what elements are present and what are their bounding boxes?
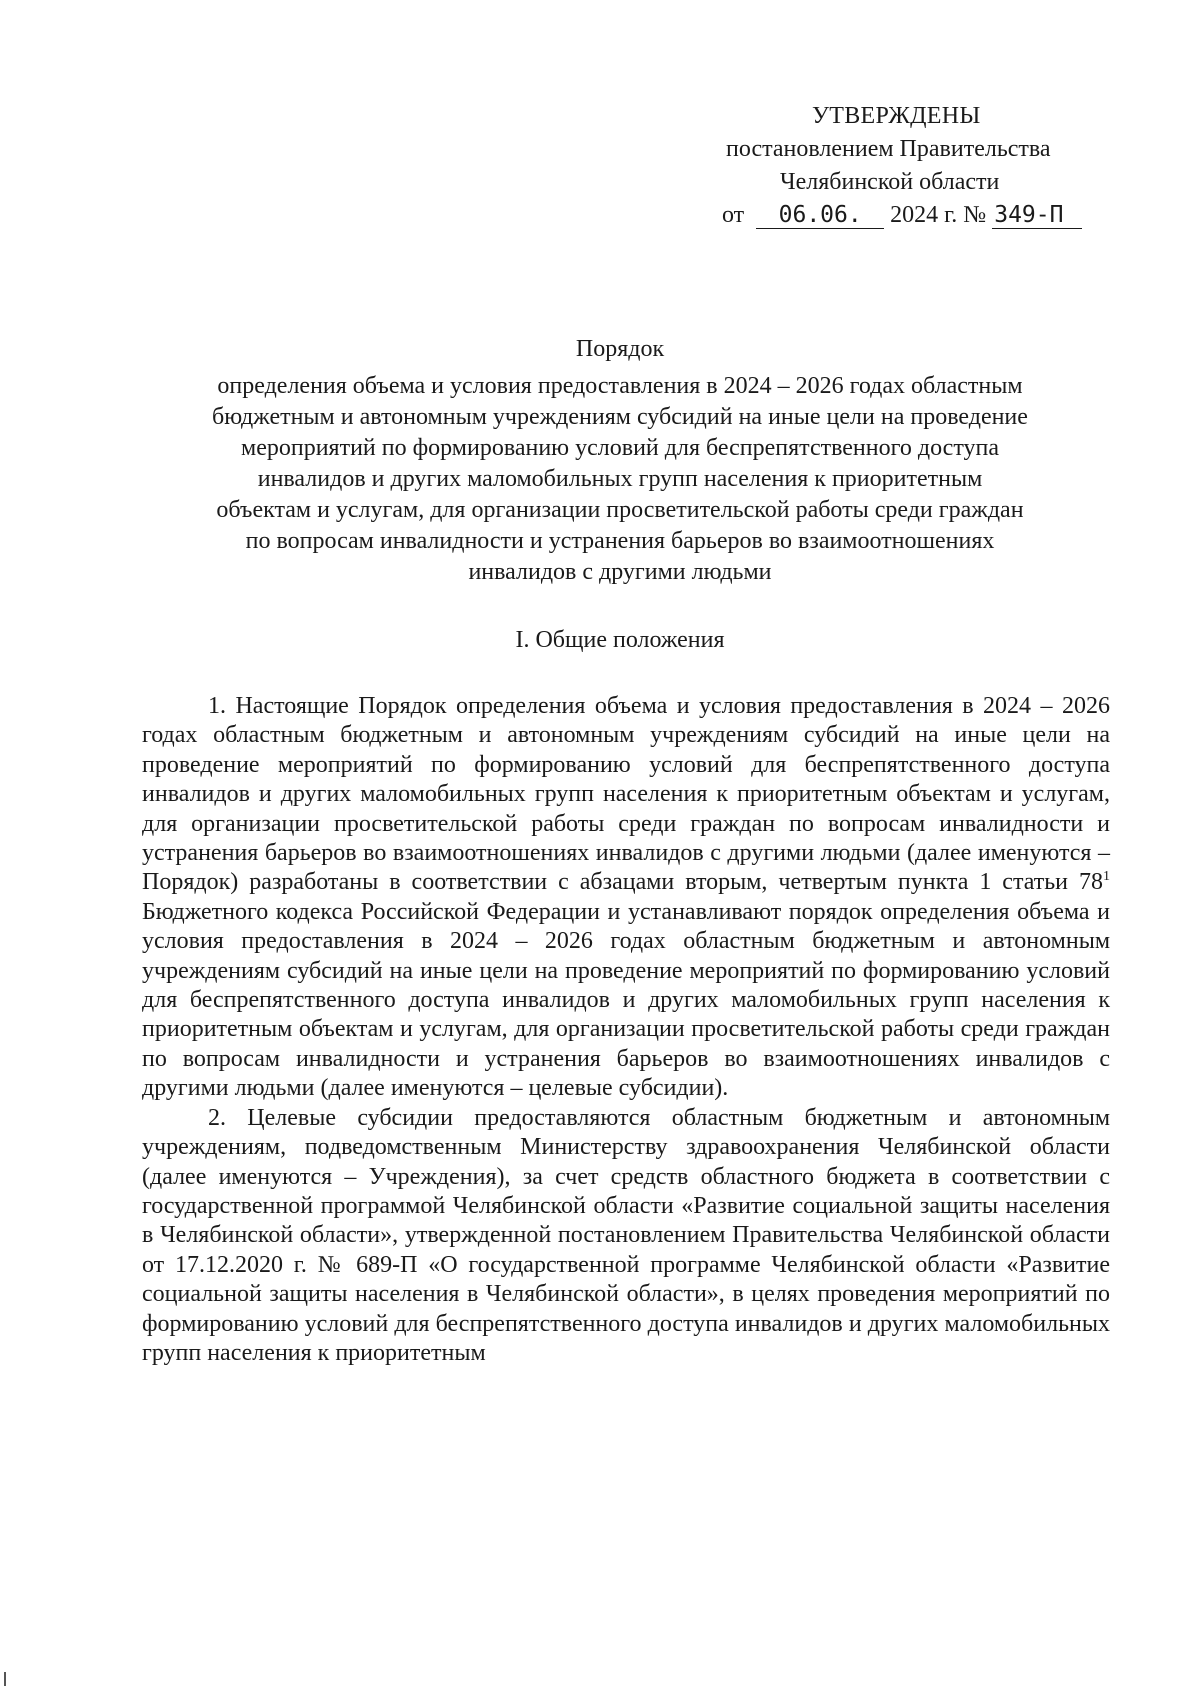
document-body <box>142 692 1110 1368</box>
document-title-line: по вопросам инвалидности и устранения барьеров во взаимоотношениях <box>245 528 995 554</box>
paragraph-1 <box>142 692 1110 1104</box>
scan-edge-mark <box>4 1672 6 1686</box>
approval-date-line <box>700 199 1120 232</box>
date-prefix: от <box>722 202 745 228</box>
date-value-field: 06.06. <box>756 202 884 229</box>
approval-region-line: Челябинской области <box>780 169 1000 195</box>
paragraph-1-text-end: Бюджетного кодекса Российской Федерации и устанавливают порядок определения объема и условия предоставления в 2024 – 2026 годах областным бюджетным и автономным учреждениям субсидий на иные цели на проведение мероприятий по формированию условий для беспрепятственного доступа инвалидов и других маломобильных групп населения к приоритетным объектам и услугам, для организации просветительской работы среди граждан по вопросам инвалидности и устранения барьеров во взаимоотношениях инвалидов с другими людьми (далее именуются – целевые субсидии). <box>142 898 1110 1102</box>
paragraph-1-text-start: 1. Настоящие Порядок определения объема и условия предоставления в 2024 – 2026 годах областным бюджетным и автономным учреждениям субсидий на иные цели на проведение мероприятий по формированию условий для беспрепятственного доступа инвалидов и других маломобильных групп населения к приоритетным объектам и услугам, для организации просветительской работы среди граждан по вопросам инвалидности и устранения барьеров во взаимоотношениях инвалидов с другими людьми (далее именуются – Порядок) разработаны в соответствии с абзацами вторым, четвертым пункта 1 статьи 78 <box>142 693 1110 896</box>
document-title-line: объектам и услугам, для организации просветительской работы среди граждан <box>216 497 1024 523</box>
document-title-line: мероприятий по формированию условий для беспрепятственного доступа <box>241 435 999 461</box>
document-title-block <box>130 334 1110 588</box>
section-heading: I. Общие положения <box>515 627 725 653</box>
document-title-line: инвалидов и других маломобильных групп населения к приоритетным <box>257 466 983 492</box>
article-superscript: 1 <box>1103 869 1110 885</box>
approval-stamp-block <box>700 100 1120 232</box>
document-title-line: инвалидов с другими людьми <box>468 559 772 585</box>
year-number-label: 2024 г. № <box>890 202 987 228</box>
approval-authority-line: постановлением Правительства <box>726 136 1051 162</box>
document-title-heading: Порядок <box>575 336 665 362</box>
document-title-line: бюджетным и автономным учреждениям субсидий на иные цели на проведение <box>212 404 1028 430</box>
document-title-line: определения объема и условия предоставления в 2024 – 2026 годах областным <box>217 373 1023 399</box>
decree-number-field: 349-П <box>992 202 1082 229</box>
paragraph-2: 2. Целевые субсидии предоставляются областным бюджетным и автономным учреждениям, подведомственным Министерству здравоохранения Челябинской области (далее именуются – Учреждения), за счет средств областного бюджета в соответствии с государственной программой Челябинской области «Развитие социальной защиты населения в Челябинской области», утвержденной постановлением Правительства Челябинской области от 17.12.2020 г. № 689-П «О государственной программе Челябинской области «Развитие социальной защиты населения в Челябинской области», в целях проведения мероприятий по формированию условий для беспрепятственного доступа инвалидов и других маломобильных групп населения к приоритетным <box>142 1104 1110 1366</box>
approval-title: УТВЕРЖДЕНЫ <box>812 103 981 129</box>
